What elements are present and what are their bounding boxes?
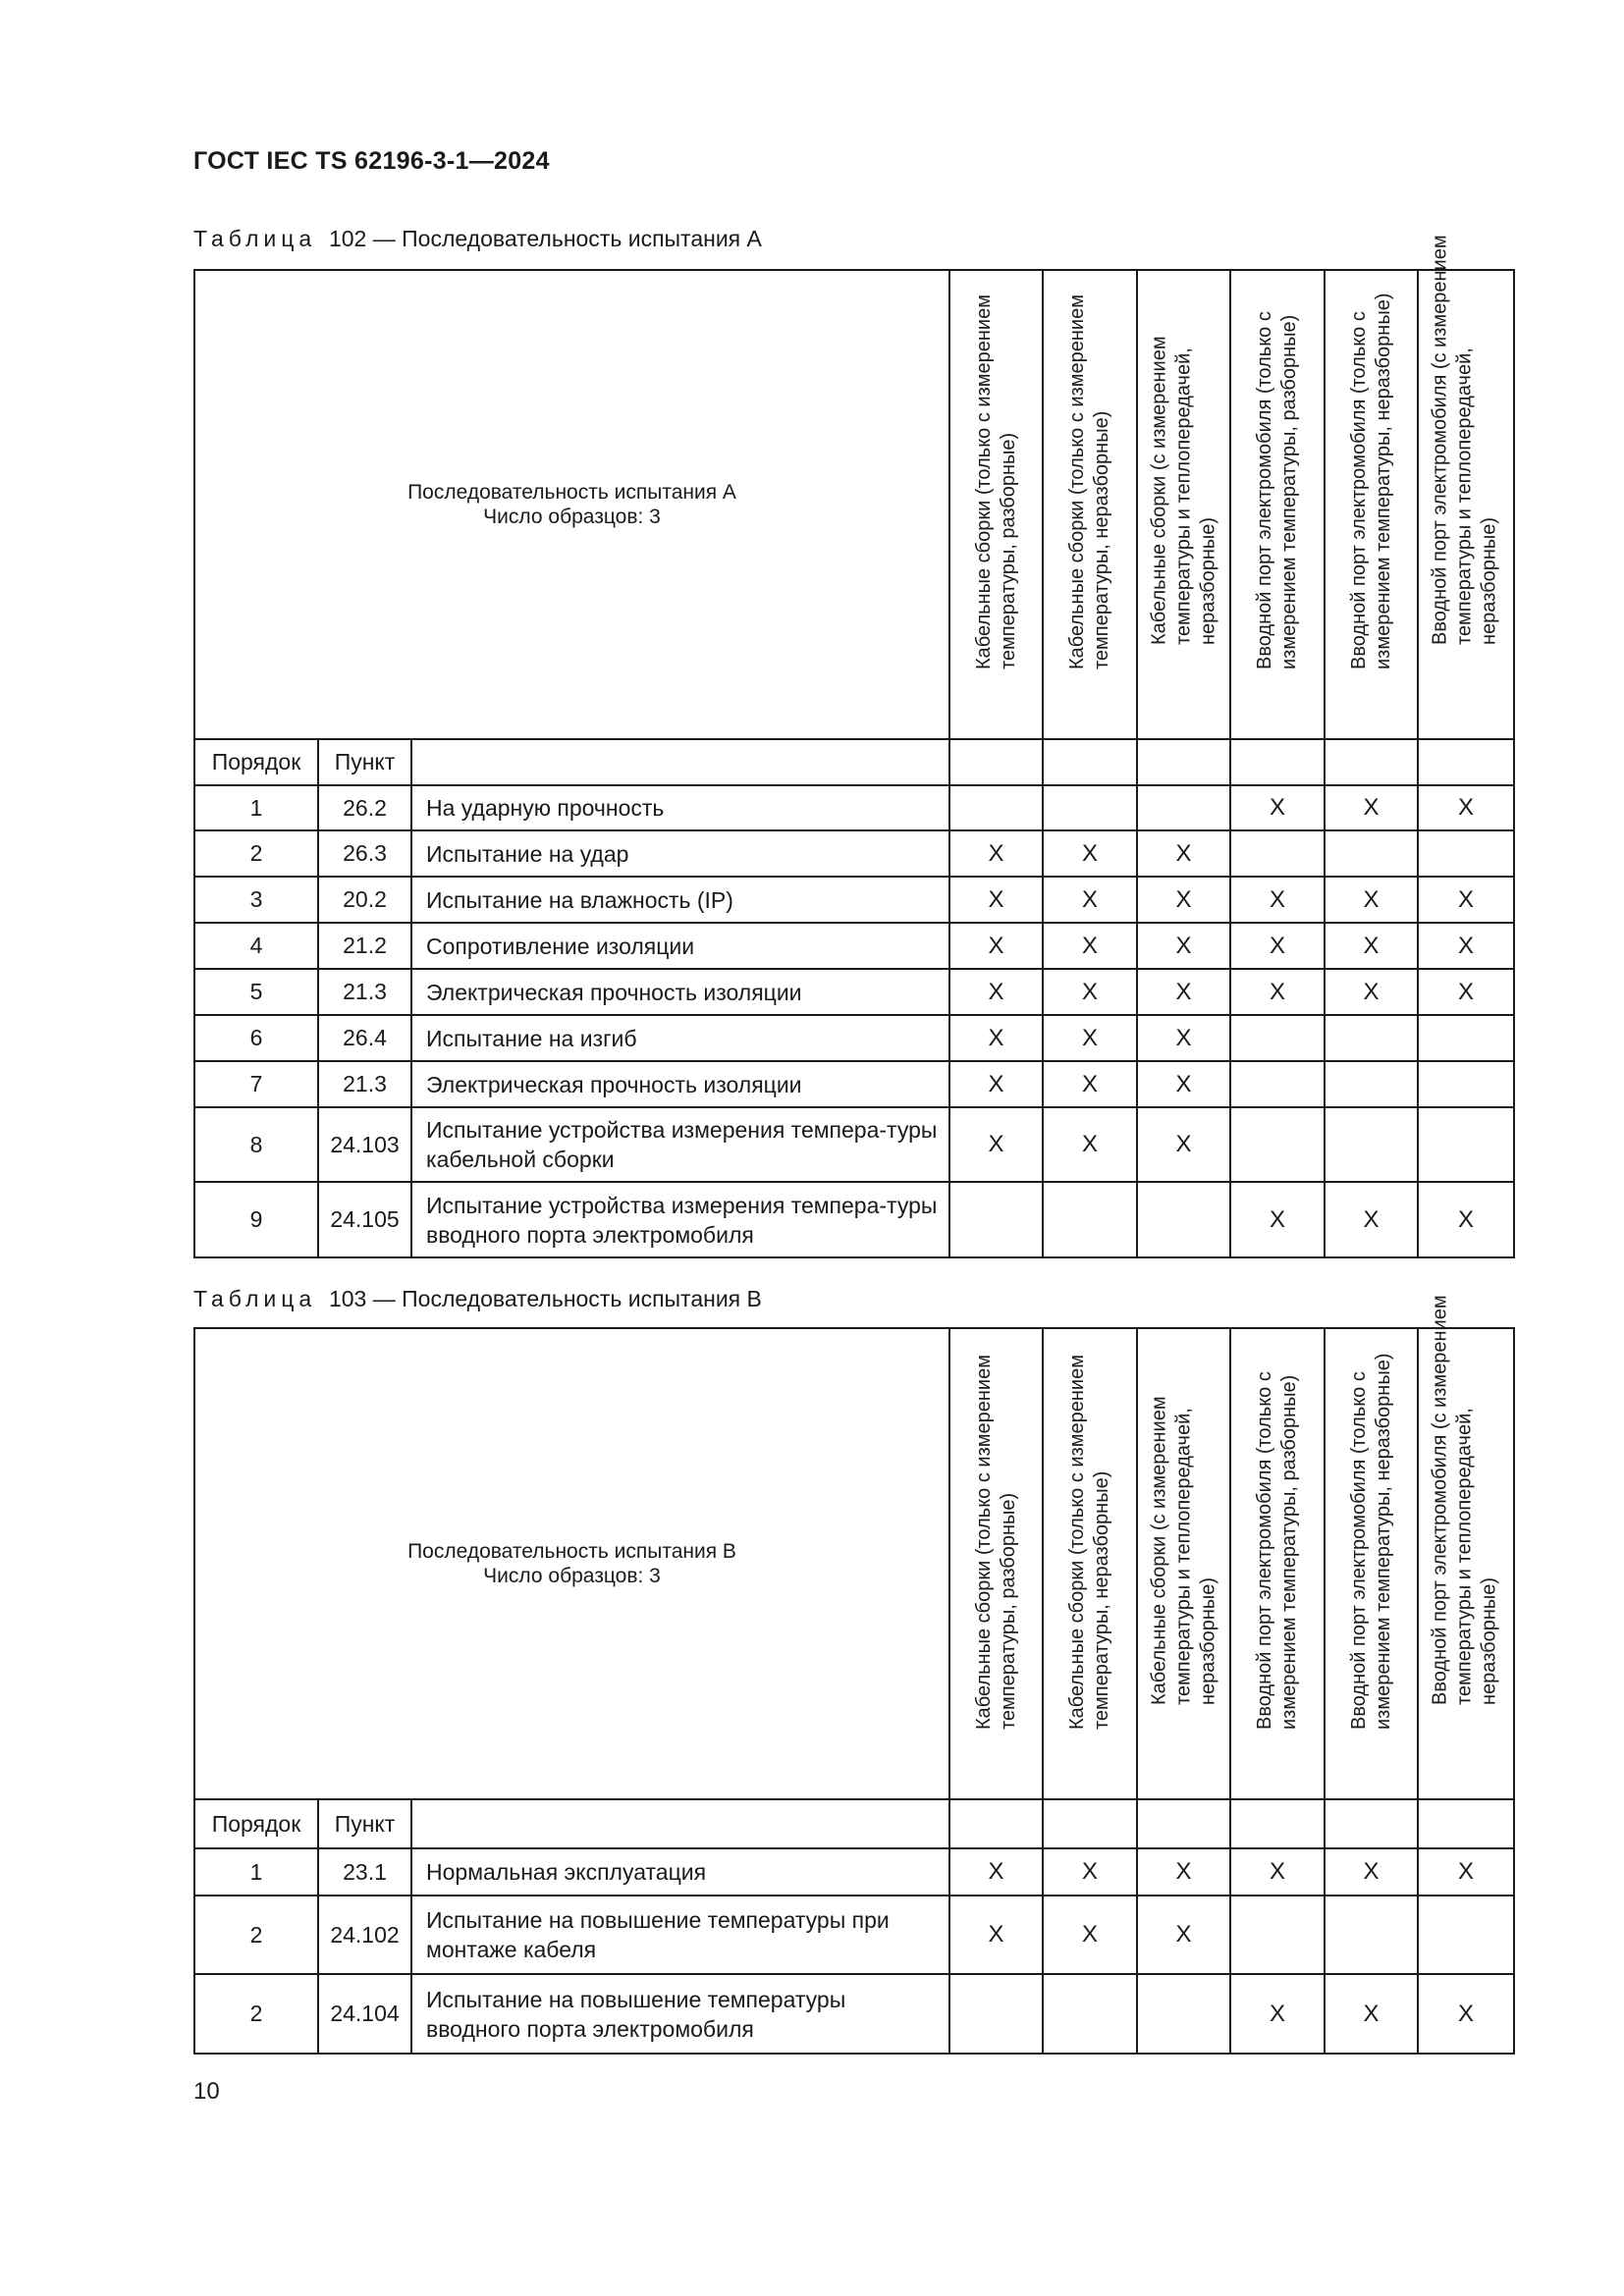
mark-cell bbox=[1325, 1061, 1418, 1107]
table-row bbox=[194, 1974, 1514, 2054]
mark-cell: X bbox=[1043, 969, 1137, 1015]
column-header bbox=[1230, 270, 1325, 739]
test-name-cell: Испытание устройства измерения темпера-туры вводного порта электромобиля bbox=[411, 1182, 949, 1257]
mark-cell: X bbox=[1230, 1848, 1325, 1896]
column-header bbox=[1230, 1328, 1325, 1799]
mark-cell: X bbox=[1137, 830, 1230, 877]
mark-cell bbox=[1418, 1061, 1514, 1107]
test-name-cell: Электрическая прочность изоляции bbox=[411, 969, 949, 1015]
test-name-cell: Испытание на повышение температуры вводного порта электромобиля bbox=[411, 1974, 949, 2054]
table-caption-102 bbox=[193, 226, 762, 252]
mark-cell bbox=[1230, 1896, 1325, 1974]
table-body bbox=[194, 785, 1514, 1257]
mark-cell: X bbox=[1230, 923, 1325, 969]
test-name-cell: Испытание на повышение температуры при монтаже кабеля bbox=[411, 1896, 949, 1974]
item-cell: 23.1 bbox=[318, 1848, 411, 1896]
empty-cell bbox=[1418, 1799, 1514, 1848]
caption-text: 103 — Последовательность испытания В bbox=[328, 1286, 762, 1311]
subheader-row bbox=[194, 739, 1514, 785]
item-cell: 26.3 bbox=[318, 830, 411, 877]
item-cell: 26.2 bbox=[318, 785, 411, 830]
mark-cell bbox=[1230, 1061, 1325, 1107]
table-caption-103 bbox=[193, 1286, 762, 1312]
column-header bbox=[949, 270, 1043, 739]
mark-cell: X bbox=[949, 1896, 1043, 1974]
column-header-label: Кабельные сборки (только с измерением температуры, разборные) bbox=[973, 294, 1019, 669]
order-cell: 1 bbox=[194, 785, 318, 830]
mark-cell: X bbox=[1418, 1848, 1514, 1896]
mark-cell: X bbox=[1325, 785, 1418, 830]
mark-cell: X bbox=[949, 1061, 1043, 1107]
order-cell: 2 bbox=[194, 1896, 318, 1974]
mark-cell: X bbox=[1137, 1896, 1230, 1974]
column-header-label: Вводной порт электромобиля (только с измерением температуры, разборные) bbox=[1254, 1371, 1300, 1730]
mark-cell: X bbox=[1325, 877, 1418, 923]
mark-cell: X bbox=[1137, 1107, 1230, 1182]
order-cell: 2 bbox=[194, 830, 318, 877]
order-cell: 4 bbox=[194, 923, 318, 969]
mark-cell: X bbox=[1418, 785, 1514, 830]
mark-cell: X bbox=[1325, 969, 1418, 1015]
mark-cell bbox=[1043, 1182, 1137, 1257]
empty-cell bbox=[1325, 1799, 1418, 1848]
table-body bbox=[194, 1848, 1514, 2054]
mark-cell bbox=[1325, 1896, 1418, 1974]
mark-cell: X bbox=[1418, 923, 1514, 969]
empty-cell bbox=[1137, 739, 1230, 785]
item-cell: 21.3 bbox=[318, 969, 411, 1015]
document-header: ГОСТ IEC TS 62196-3-1—2024 bbox=[193, 147, 550, 175]
mark-cell bbox=[1137, 785, 1230, 830]
mark-cell: X bbox=[1043, 1061, 1137, 1107]
test-name-cell: Испытание устройства измерения темпера-туры кабельной сборки bbox=[411, 1107, 949, 1182]
column-header bbox=[1043, 270, 1137, 739]
empty-cell bbox=[411, 739, 949, 785]
mark-cell bbox=[1325, 830, 1418, 877]
mark-cell: X bbox=[949, 1848, 1043, 1896]
mark-cell: X bbox=[1137, 1061, 1230, 1107]
mark-cell: X bbox=[1137, 1015, 1230, 1061]
column-header-label: Кабельные сборки (с измерением температуры и теплопередачей, неразборные) bbox=[1148, 1396, 1219, 1705]
mark-cell bbox=[1418, 1107, 1514, 1182]
sequence-title: Последовательность испытания А bbox=[407, 481, 736, 504]
table-row bbox=[194, 1061, 1514, 1107]
table-row bbox=[194, 923, 1514, 969]
mark-cell: X bbox=[1325, 1848, 1418, 1896]
mark-cell: X bbox=[1418, 1974, 1514, 2054]
mark-cell: X bbox=[1230, 877, 1325, 923]
sample-count: Число образцов: 3 bbox=[483, 1565, 661, 1587]
mark-cell: X bbox=[1043, 877, 1137, 923]
column-header-label: Кабельные сборки (с измерением температуры и теплопередачей, неразборные) bbox=[1148, 336, 1219, 645]
mark-cell: X bbox=[1230, 969, 1325, 1015]
mark-cell: X bbox=[1230, 1974, 1325, 2054]
mark-cell bbox=[1230, 1107, 1325, 1182]
mark-cell bbox=[1325, 1107, 1418, 1182]
mark-cell: X bbox=[1043, 923, 1137, 969]
mark-cell bbox=[1043, 1974, 1137, 2054]
mark-cell bbox=[1230, 1015, 1325, 1061]
order-cell: 7 bbox=[194, 1061, 318, 1107]
column-header bbox=[1418, 1295, 1514, 1799]
mark-cell: X bbox=[949, 1107, 1043, 1182]
table-row bbox=[194, 1015, 1514, 1061]
empty-cell bbox=[411, 1799, 949, 1848]
order-header: Порядок bbox=[194, 739, 318, 785]
table-row bbox=[194, 877, 1514, 923]
mark-cell: X bbox=[1325, 1182, 1418, 1257]
empty-cell bbox=[949, 739, 1043, 785]
sequence-title-cell bbox=[194, 270, 949, 739]
order-cell: 5 bbox=[194, 969, 318, 1015]
test-name-cell: Нормальная эксплуатация bbox=[411, 1848, 949, 1896]
column-header bbox=[1325, 1328, 1418, 1799]
mark-cell bbox=[949, 1182, 1043, 1257]
order-cell: 2 bbox=[194, 1974, 318, 2054]
mark-cell: X bbox=[1137, 877, 1230, 923]
sequence-title: Последовательность испытания В bbox=[407, 1540, 736, 1563]
table-row bbox=[194, 785, 1514, 830]
mark-cell: X bbox=[1043, 1107, 1137, 1182]
mark-cell: X bbox=[949, 923, 1043, 969]
mark-cell: X bbox=[1137, 969, 1230, 1015]
caption-word: Таблица bbox=[193, 226, 317, 251]
test-name-cell: Испытание на изгиб bbox=[411, 1015, 949, 1061]
mark-cell: X bbox=[949, 969, 1043, 1015]
mark-cell bbox=[1418, 1015, 1514, 1061]
empty-cell bbox=[1418, 739, 1514, 785]
mark-cell bbox=[1230, 830, 1325, 877]
mark-cell bbox=[949, 785, 1043, 830]
item-cell: 24.102 bbox=[318, 1896, 411, 1974]
item-cell: 26.4 bbox=[318, 1015, 411, 1061]
mark-cell bbox=[949, 1974, 1043, 2054]
item-cell: 20.2 bbox=[318, 877, 411, 923]
empty-cell bbox=[1043, 1799, 1137, 1848]
order-header: Порядок bbox=[194, 1799, 318, 1848]
column-header-label: Кабельные сборки (только с измерением температуры, разборные) bbox=[973, 1355, 1019, 1730]
test-name-cell: Испытание на влажность (IP) bbox=[411, 877, 949, 923]
mark-cell bbox=[1137, 1974, 1230, 2054]
caption-text: 102 — Последовательность испытания А bbox=[328, 226, 762, 251]
column-header-label: Вводной порт электромобиля (только с измерением температуры, неразборные) bbox=[1348, 293, 1394, 669]
item-header: Пункт bbox=[318, 1799, 411, 1848]
column-header bbox=[1418, 235, 1514, 739]
table-row bbox=[194, 830, 1514, 877]
column-header-label: Вводной порт электромобиля (только с измерением температуры, неразборные) bbox=[1348, 1353, 1394, 1730]
test-name-cell: На ударную прочность bbox=[411, 785, 949, 830]
order-cell: 8 bbox=[194, 1107, 318, 1182]
mark-cell: X bbox=[1418, 877, 1514, 923]
table-row bbox=[194, 969, 1514, 1015]
mark-cell: X bbox=[1418, 969, 1514, 1015]
mark-cell: X bbox=[1137, 923, 1230, 969]
order-cell: 3 bbox=[194, 877, 318, 923]
order-cell: 6 bbox=[194, 1015, 318, 1061]
empty-cell bbox=[1230, 1799, 1325, 1848]
mark-cell: X bbox=[1043, 1848, 1137, 1896]
caption-word: Таблица bbox=[193, 1286, 317, 1311]
mark-cell bbox=[1043, 785, 1137, 830]
test-name-cell: Электрическая прочность изоляции bbox=[411, 1061, 949, 1107]
mark-cell: X bbox=[1230, 1182, 1325, 1257]
item-cell: 24.103 bbox=[318, 1107, 411, 1182]
column-header-label: Кабельные сборки (только с измерением температуры, неразборные) bbox=[1066, 294, 1112, 669]
header-row bbox=[194, 1328, 1514, 1799]
item-cell: 24.105 bbox=[318, 1182, 411, 1257]
order-cell: 9 bbox=[194, 1182, 318, 1257]
column-header-label: Вводной порт электромобиля (только с измерением температуры, разборные) bbox=[1254, 311, 1300, 669]
order-cell: 1 bbox=[194, 1848, 318, 1896]
column-header bbox=[1325, 270, 1418, 739]
mark-cell: X bbox=[1137, 1848, 1230, 1896]
sample-count: Число образцов: 3 bbox=[483, 506, 661, 528]
test-name-cell: Испытание на удар bbox=[411, 830, 949, 877]
sequence-title-cell bbox=[194, 1328, 949, 1799]
mark-cell: X bbox=[1043, 1896, 1137, 1974]
mark-cell: X bbox=[1043, 1015, 1137, 1061]
table-row bbox=[194, 1107, 1514, 1182]
mark-cell bbox=[1325, 1015, 1418, 1061]
column-header bbox=[949, 1328, 1043, 1799]
test-name-cell: Сопротивление изоляции bbox=[411, 923, 949, 969]
table-row bbox=[194, 1848, 1514, 1896]
mark-cell bbox=[1137, 1182, 1230, 1257]
table-row bbox=[194, 1182, 1514, 1257]
column-header-label: Кабельные сборки (только с измерением температуры, неразборные) bbox=[1066, 1355, 1112, 1730]
mark-cell: X bbox=[949, 830, 1043, 877]
mark-cell: X bbox=[1230, 785, 1325, 830]
empty-cell bbox=[949, 1799, 1043, 1848]
column-header-label: Вводной порт электромобиля (с измерением температуры и теплопередачей, неразборные) bbox=[1429, 1295, 1500, 1705]
item-cell: 21.3 bbox=[318, 1061, 411, 1107]
column-header bbox=[1043, 1328, 1137, 1799]
empty-cell bbox=[1325, 739, 1418, 785]
item-cell: 24.104 bbox=[318, 1974, 411, 2054]
mark-cell bbox=[1418, 830, 1514, 877]
empty-cell bbox=[1230, 739, 1325, 785]
empty-cell bbox=[1137, 1799, 1230, 1848]
item-header: Пункт bbox=[318, 739, 411, 785]
mark-cell: X bbox=[1043, 830, 1137, 877]
subheader-row bbox=[194, 1799, 1514, 1848]
mark-cell: X bbox=[949, 1015, 1043, 1061]
empty-cell bbox=[1043, 739, 1137, 785]
mark-cell bbox=[1418, 1896, 1514, 1974]
item-cell: 21.2 bbox=[318, 923, 411, 969]
header-row bbox=[194, 270, 1514, 739]
mark-cell: X bbox=[1325, 1974, 1418, 2054]
column-header bbox=[1137, 270, 1230, 739]
table-row bbox=[194, 1896, 1514, 1974]
mark-cell: X bbox=[949, 877, 1043, 923]
page-number: 10 bbox=[193, 2078, 220, 2105]
column-header-label: Вводной порт электромобиля (с измерением температуры и теплопередачей, неразборные) bbox=[1429, 235, 1500, 645]
mark-cell: X bbox=[1418, 1182, 1514, 1257]
mark-cell: X bbox=[1325, 923, 1418, 969]
column-header bbox=[1137, 1328, 1230, 1799]
